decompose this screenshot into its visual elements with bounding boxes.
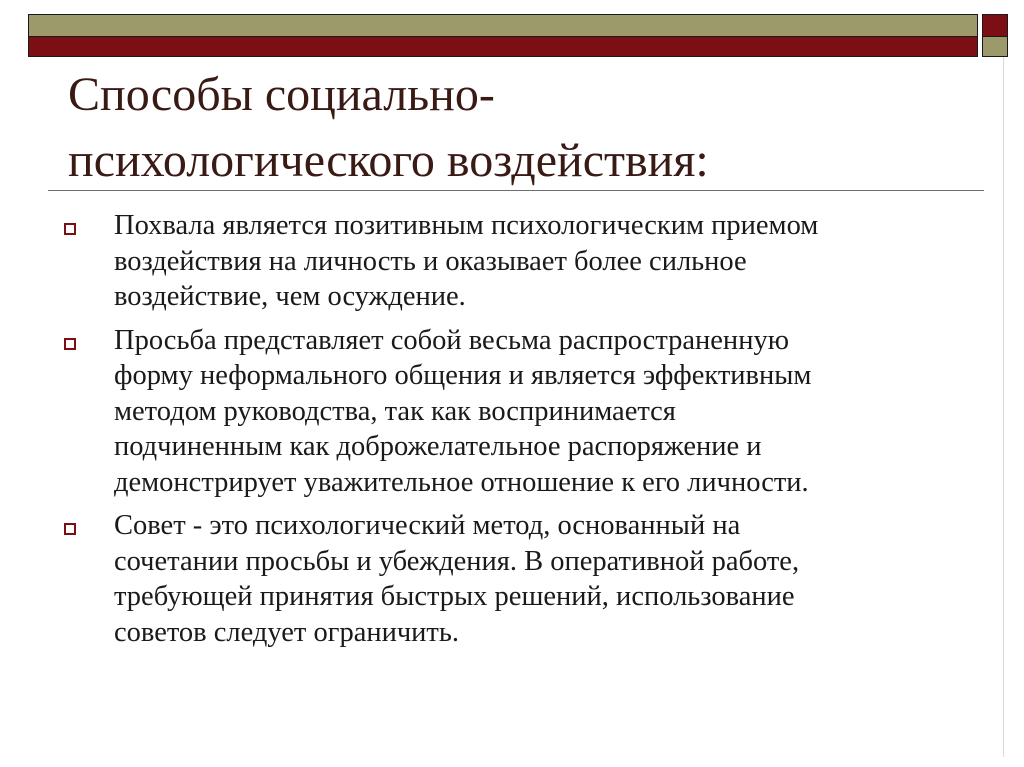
bullet-item-praise [62,208,962,315]
bullet-line: воздействие, чем осуждение. [114,281,466,312]
bullet-line: демонстрирует уважительное отношение к его личности. [114,466,809,498]
hollow-square-bullet-icon [64,338,76,350]
bullet-line: Похвала является позитивным психологическим приемом [114,210,819,241]
bullet-line: сочетании просьбы и убеждения. В оперативной работе, [114,545,800,577]
bullet-line: требующей принятия быстрых решений, использование [114,581,795,612]
bullet-line: методом руководства, так как воспринимается [114,395,676,427]
corner-block-maroon [982,14,1008,37]
bullet-line: форму неформального общения и является эффективным [114,360,812,391]
right-edge-rule [1003,57,1004,757]
hollow-square-bullet-icon [64,223,76,235]
title-divider [48,190,984,191]
bullet-text [114,508,962,650]
bullet-text [114,323,962,501]
bullet-line: советов следует ограничить. [114,616,460,648]
corner-block-olive [982,37,1008,57]
bullet-item-request [62,323,962,501]
title-line: Способы социально- [68,68,495,121]
bullet-text [114,208,962,315]
header-band-maroon [28,37,978,57]
title-line: психологического воздействия: [68,134,709,187]
hollow-square-bullet-icon [64,523,76,535]
header-band-olive [28,14,978,37]
bullet-line: Совет - это психологический метод, основанный на [114,510,741,541]
bullet-line: воздействия на личность и оказывает более сильное [114,245,747,277]
bullet-line: Просьба представляет собой весьма распространенную [114,324,789,356]
bullet-line: подчиненным как доброжелательное распоряжение и [114,431,762,462]
slide-title [68,62,968,194]
bullet-item-advice [62,508,962,650]
bullet-list [62,208,962,658]
